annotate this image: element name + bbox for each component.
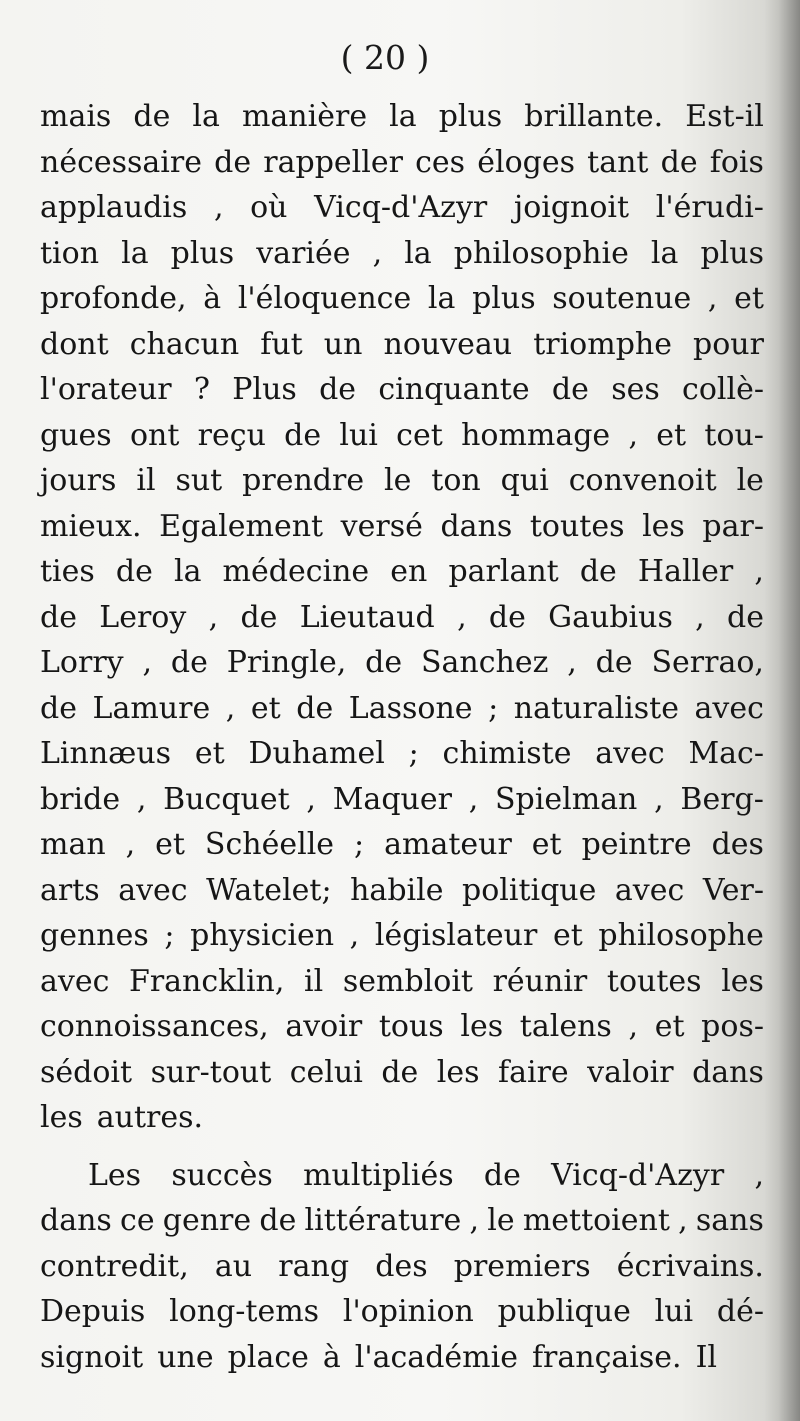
- word: ;: [354, 827, 365, 862]
- word: tant: [587, 144, 649, 180]
- word: fois: [709, 144, 764, 180]
- word: parlant: [448, 554, 559, 589]
- word: versé: [340, 508, 423, 544]
- word: avec: [694, 690, 764, 726]
- word: tion: [40, 235, 100, 271]
- word: Maquer: [332, 781, 452, 817]
- word: Lassone: [348, 690, 473, 726]
- word: mieux.: [40, 508, 142, 544]
- word: philosophe: [598, 918, 764, 953]
- word: le: [487, 1203, 515, 1238]
- word: ,: [567, 645, 577, 680]
- word: ,: [457, 599, 467, 635]
- word: ,: [225, 690, 236, 726]
- word: place: [227, 1339, 309, 1375]
- word: ties: [40, 554, 95, 589]
- text-line: [40, 1095, 764, 1141]
- word: peintre: [581, 827, 692, 862]
- word: talens: [519, 1009, 612, 1044]
- word: succès: [171, 1157, 273, 1193]
- word: nécessaire: [40, 144, 202, 180]
- word: plus: [700, 235, 764, 271]
- word: Sanchez: [420, 645, 549, 680]
- word: des: [375, 1248, 428, 1284]
- paragraph: [40, 1153, 764, 1381]
- text-line: [40, 640, 764, 686]
- word: de: [365, 645, 403, 680]
- word: de: [483, 1157, 521, 1193]
- word: de: [595, 645, 633, 680]
- word: contredit,: [40, 1248, 189, 1284]
- text-line: [40, 276, 764, 322]
- text-line: [40, 913, 764, 959]
- word: Leroy: [99, 599, 187, 635]
- word: ,: [372, 235, 383, 271]
- word: profonde,: [40, 281, 187, 316]
- word: triomphe: [533, 326, 672, 362]
- word: pos-: [701, 1009, 764, 1044]
- word: législateur: [374, 918, 538, 953]
- word: à: [322, 1339, 341, 1375]
- word: autres.: [96, 1100, 204, 1135]
- word: avec: [40, 963, 110, 999]
- text-line: [40, 731, 764, 777]
- word: Gaubius: [548, 599, 673, 635]
- word: de: [170, 645, 208, 680]
- word: et: [155, 827, 185, 862]
- word: Lamure: [92, 690, 211, 726]
- word: avec: [118, 872, 188, 908]
- word: Pringle,: [226, 645, 347, 680]
- word: Berg-: [680, 781, 764, 817]
- word: ,: [628, 1009, 639, 1044]
- word: pour: [693, 326, 764, 362]
- word: celui: [289, 1054, 363, 1090]
- word: au: [214, 1248, 253, 1284]
- word: multipliés: [303, 1157, 454, 1193]
- word: sembloit: [342, 963, 473, 999]
- word: bride: [40, 781, 121, 817]
- word: Les: [88, 1157, 142, 1193]
- text-line: [40, 367, 764, 413]
- word: les: [721, 963, 764, 999]
- word: ,: [468, 781, 479, 817]
- word: l'académie: [354, 1339, 518, 1375]
- word: Egalement: [159, 508, 324, 544]
- text-line: [40, 822, 764, 868]
- word: Ver-: [702, 872, 764, 908]
- word: ,: [654, 781, 664, 817]
- word: ,: [213, 190, 224, 225]
- word: ,: [754, 1157, 764, 1193]
- word: ont: [129, 417, 180, 453]
- text-line: [40, 140, 764, 186]
- word: ses: [611, 372, 660, 407]
- word: tou-: [704, 417, 764, 453]
- word: Francklin,: [129, 963, 285, 999]
- word: Vicq-d'Azyr: [551, 1157, 725, 1193]
- word: de: [579, 554, 617, 589]
- word: ?: [193, 372, 210, 407]
- word: réunir: [492, 963, 588, 999]
- word: de: [284, 417, 322, 453]
- word: signoit: [40, 1339, 144, 1375]
- word: Spielman: [495, 781, 638, 817]
- text-line: [40, 185, 764, 231]
- word: reçu: [197, 417, 266, 453]
- word: jours: [40, 463, 117, 498]
- word: avec: [614, 872, 685, 908]
- text-line: [40, 1153, 764, 1199]
- word: où: [250, 190, 288, 225]
- word: connoissances,: [40, 1009, 269, 1044]
- word: applaudis: [40, 190, 188, 225]
- word: prendre: [242, 463, 365, 498]
- paragraph: [40, 94, 764, 1141]
- word: Linnæus: [40, 736, 172, 771]
- word: gues: [40, 417, 112, 453]
- word: ;: [164, 918, 175, 953]
- word: et: [656, 417, 687, 453]
- word: ;: [408, 736, 419, 771]
- word: long-tems: [169, 1294, 320, 1329]
- word: un: [323, 326, 363, 362]
- text-line: [40, 504, 764, 550]
- word: Lorry: [40, 645, 124, 680]
- word: la: [192, 99, 220, 134]
- text-line: [40, 549, 764, 595]
- word: et: [552, 918, 583, 953]
- text-line: [40, 959, 764, 1005]
- word: tous: [378, 1009, 444, 1044]
- word: Depuis: [40, 1294, 146, 1329]
- word: habile: [350, 872, 444, 908]
- word: Duhamel: [248, 736, 385, 771]
- word: de: [259, 1203, 297, 1238]
- word: physicien: [190, 918, 335, 953]
- word: de: [214, 144, 252, 180]
- word: ;: [488, 690, 499, 726]
- word: de: [660, 144, 698, 180]
- word: ,: [136, 781, 147, 817]
- word: plus: [438, 99, 503, 134]
- text-line: [40, 1050, 764, 1096]
- text-line: [40, 595, 764, 641]
- word: naturaliste: [513, 690, 679, 726]
- word: soutenue: [552, 281, 692, 316]
- word: littérature: [304, 1203, 462, 1238]
- word: les: [40, 1100, 83, 1135]
- word: de: [551, 372, 589, 407]
- word: sur-tout: [150, 1054, 272, 1090]
- word: politique: [462, 872, 597, 908]
- word: l'opinion: [342, 1294, 474, 1329]
- word: joignoit: [513, 190, 630, 225]
- word: et: [250, 690, 281, 726]
- word: la: [121, 235, 149, 271]
- word: gennes: [40, 918, 149, 953]
- word: de: [296, 690, 334, 726]
- word: l'éloquence: [237, 281, 412, 316]
- word: écrivains.: [616, 1248, 764, 1284]
- word: en: [390, 554, 428, 589]
- word: qui: [500, 463, 549, 498]
- word: Watelet;: [206, 872, 332, 908]
- word: dont: [40, 326, 109, 362]
- word: brillante.: [524, 99, 664, 134]
- word: Mac-: [688, 736, 764, 771]
- word: de: [40, 690, 77, 726]
- word: de: [727, 599, 764, 635]
- word: mettoient: [522, 1203, 670, 1238]
- word: Vicq-d'Azyr: [314, 190, 488, 225]
- text-line: [40, 1198, 764, 1244]
- word: l'orateur: [40, 372, 172, 407]
- word: la: [173, 554, 202, 589]
- word: plus: [472, 281, 536, 316]
- word: de: [240, 599, 278, 635]
- word: ,: [707, 281, 718, 316]
- page-edge-shadow: [764, 0, 800, 1421]
- word: de: [319, 372, 357, 407]
- word: ces: [415, 144, 466, 180]
- text-line: [40, 94, 764, 140]
- word: plus: [170, 235, 235, 271]
- word: avoir: [285, 1009, 363, 1044]
- word: Schéelle: [204, 827, 335, 862]
- word: avec: [595, 736, 665, 771]
- text-line: [40, 1289, 764, 1335]
- text-line: [40, 458, 764, 504]
- word: ,: [628, 417, 638, 453]
- word: ,: [306, 781, 316, 817]
- word: ce: [120, 1203, 155, 1238]
- word: de: [488, 599, 526, 635]
- word: Haller: [637, 554, 734, 589]
- word: cet: [396, 417, 443, 453]
- word: à: [203, 281, 222, 316]
- word: et: [734, 281, 764, 316]
- word: ton: [431, 463, 481, 498]
- word: ,: [754, 554, 764, 589]
- word: la: [427, 281, 456, 316]
- word: premiers: [453, 1248, 591, 1284]
- text-line: [40, 868, 764, 914]
- word: et: [654, 1009, 685, 1044]
- word: nouveau: [383, 326, 513, 362]
- word: ,: [469, 1203, 480, 1238]
- word: de: [40, 599, 77, 635]
- text-line: [40, 777, 764, 823]
- word: arts: [40, 872, 100, 908]
- word: française.: [531, 1339, 682, 1375]
- word: valoir: [587, 1054, 674, 1090]
- word: toutes: [606, 963, 702, 999]
- word: la: [404, 235, 432, 271]
- word: faire: [498, 1054, 569, 1090]
- word: par-: [702, 508, 764, 544]
- word: la: [389, 99, 417, 134]
- word: médecine: [222, 554, 370, 589]
- word: man: [40, 827, 106, 862]
- word: lui: [654, 1294, 694, 1329]
- word: hommage: [461, 417, 611, 453]
- word: ,: [208, 599, 219, 635]
- word: le: [384, 463, 412, 498]
- text-line: [40, 231, 764, 277]
- word: dans: [40, 1203, 112, 1238]
- word: de: [133, 99, 171, 134]
- word: fut: [260, 326, 303, 362]
- word: chacun: [129, 326, 240, 362]
- word: Il: [695, 1339, 718, 1375]
- word: dans: [440, 508, 513, 544]
- word: et: [531, 827, 562, 862]
- text-line: [40, 1004, 764, 1050]
- word: sédoit: [40, 1054, 133, 1090]
- text-line: [40, 1244, 764, 1290]
- text-line: [40, 413, 764, 459]
- word: ,: [142, 645, 153, 680]
- word: l'érudi-: [655, 190, 764, 225]
- word: la: [650, 235, 679, 271]
- word: lui: [339, 417, 378, 453]
- word: le: [736, 463, 764, 498]
- word: genre: [162, 1203, 252, 1238]
- word: philosophie: [453, 235, 629, 271]
- word: les: [460, 1009, 504, 1044]
- word: publique: [497, 1294, 631, 1329]
- word: éloges: [477, 144, 575, 180]
- word: manière: [241, 99, 368, 134]
- word: il: [136, 463, 156, 498]
- word: ,: [349, 918, 360, 953]
- word: cinquante: [378, 372, 530, 407]
- word: ,: [125, 827, 136, 862]
- word: Bucquet: [163, 781, 290, 817]
- word: sans: [695, 1203, 764, 1238]
- word: collè-: [682, 372, 764, 407]
- word: de: [381, 1054, 419, 1090]
- text-line: [40, 686, 764, 732]
- word: rang: [278, 1248, 350, 1284]
- page-number: ( 20 ): [340, 38, 430, 77]
- word: une: [157, 1339, 214, 1375]
- word: ,: [695, 599, 705, 635]
- word: toutes: [529, 508, 625, 544]
- word: les: [436, 1054, 480, 1090]
- word: il: [304, 963, 324, 999]
- word: dans: [692, 1054, 764, 1090]
- word: Est-il: [685, 99, 764, 134]
- word: amateur: [384, 827, 512, 862]
- word: Plus: [232, 372, 297, 407]
- word: convenoit: [568, 463, 717, 498]
- text-line: [40, 322, 764, 368]
- word: ,: [678, 1203, 688, 1238]
- word: Serrao,: [651, 645, 764, 680]
- word: mais: [40, 99, 112, 134]
- word: dé-: [716, 1294, 764, 1329]
- word: rappeller: [263, 144, 403, 180]
- word: Lieutaud: [299, 599, 435, 635]
- paragraph-gap: [40, 1141, 764, 1153]
- word: sut: [175, 463, 223, 498]
- word: et: [194, 736, 225, 771]
- word: variée: [256, 235, 351, 271]
- body-text: [40, 94, 764, 1380]
- word: de: [115, 554, 153, 589]
- text-line: [40, 1335, 764, 1381]
- word: chimiste: [442, 736, 572, 771]
- word: des: [711, 827, 764, 862]
- word: les: [642, 508, 685, 544]
